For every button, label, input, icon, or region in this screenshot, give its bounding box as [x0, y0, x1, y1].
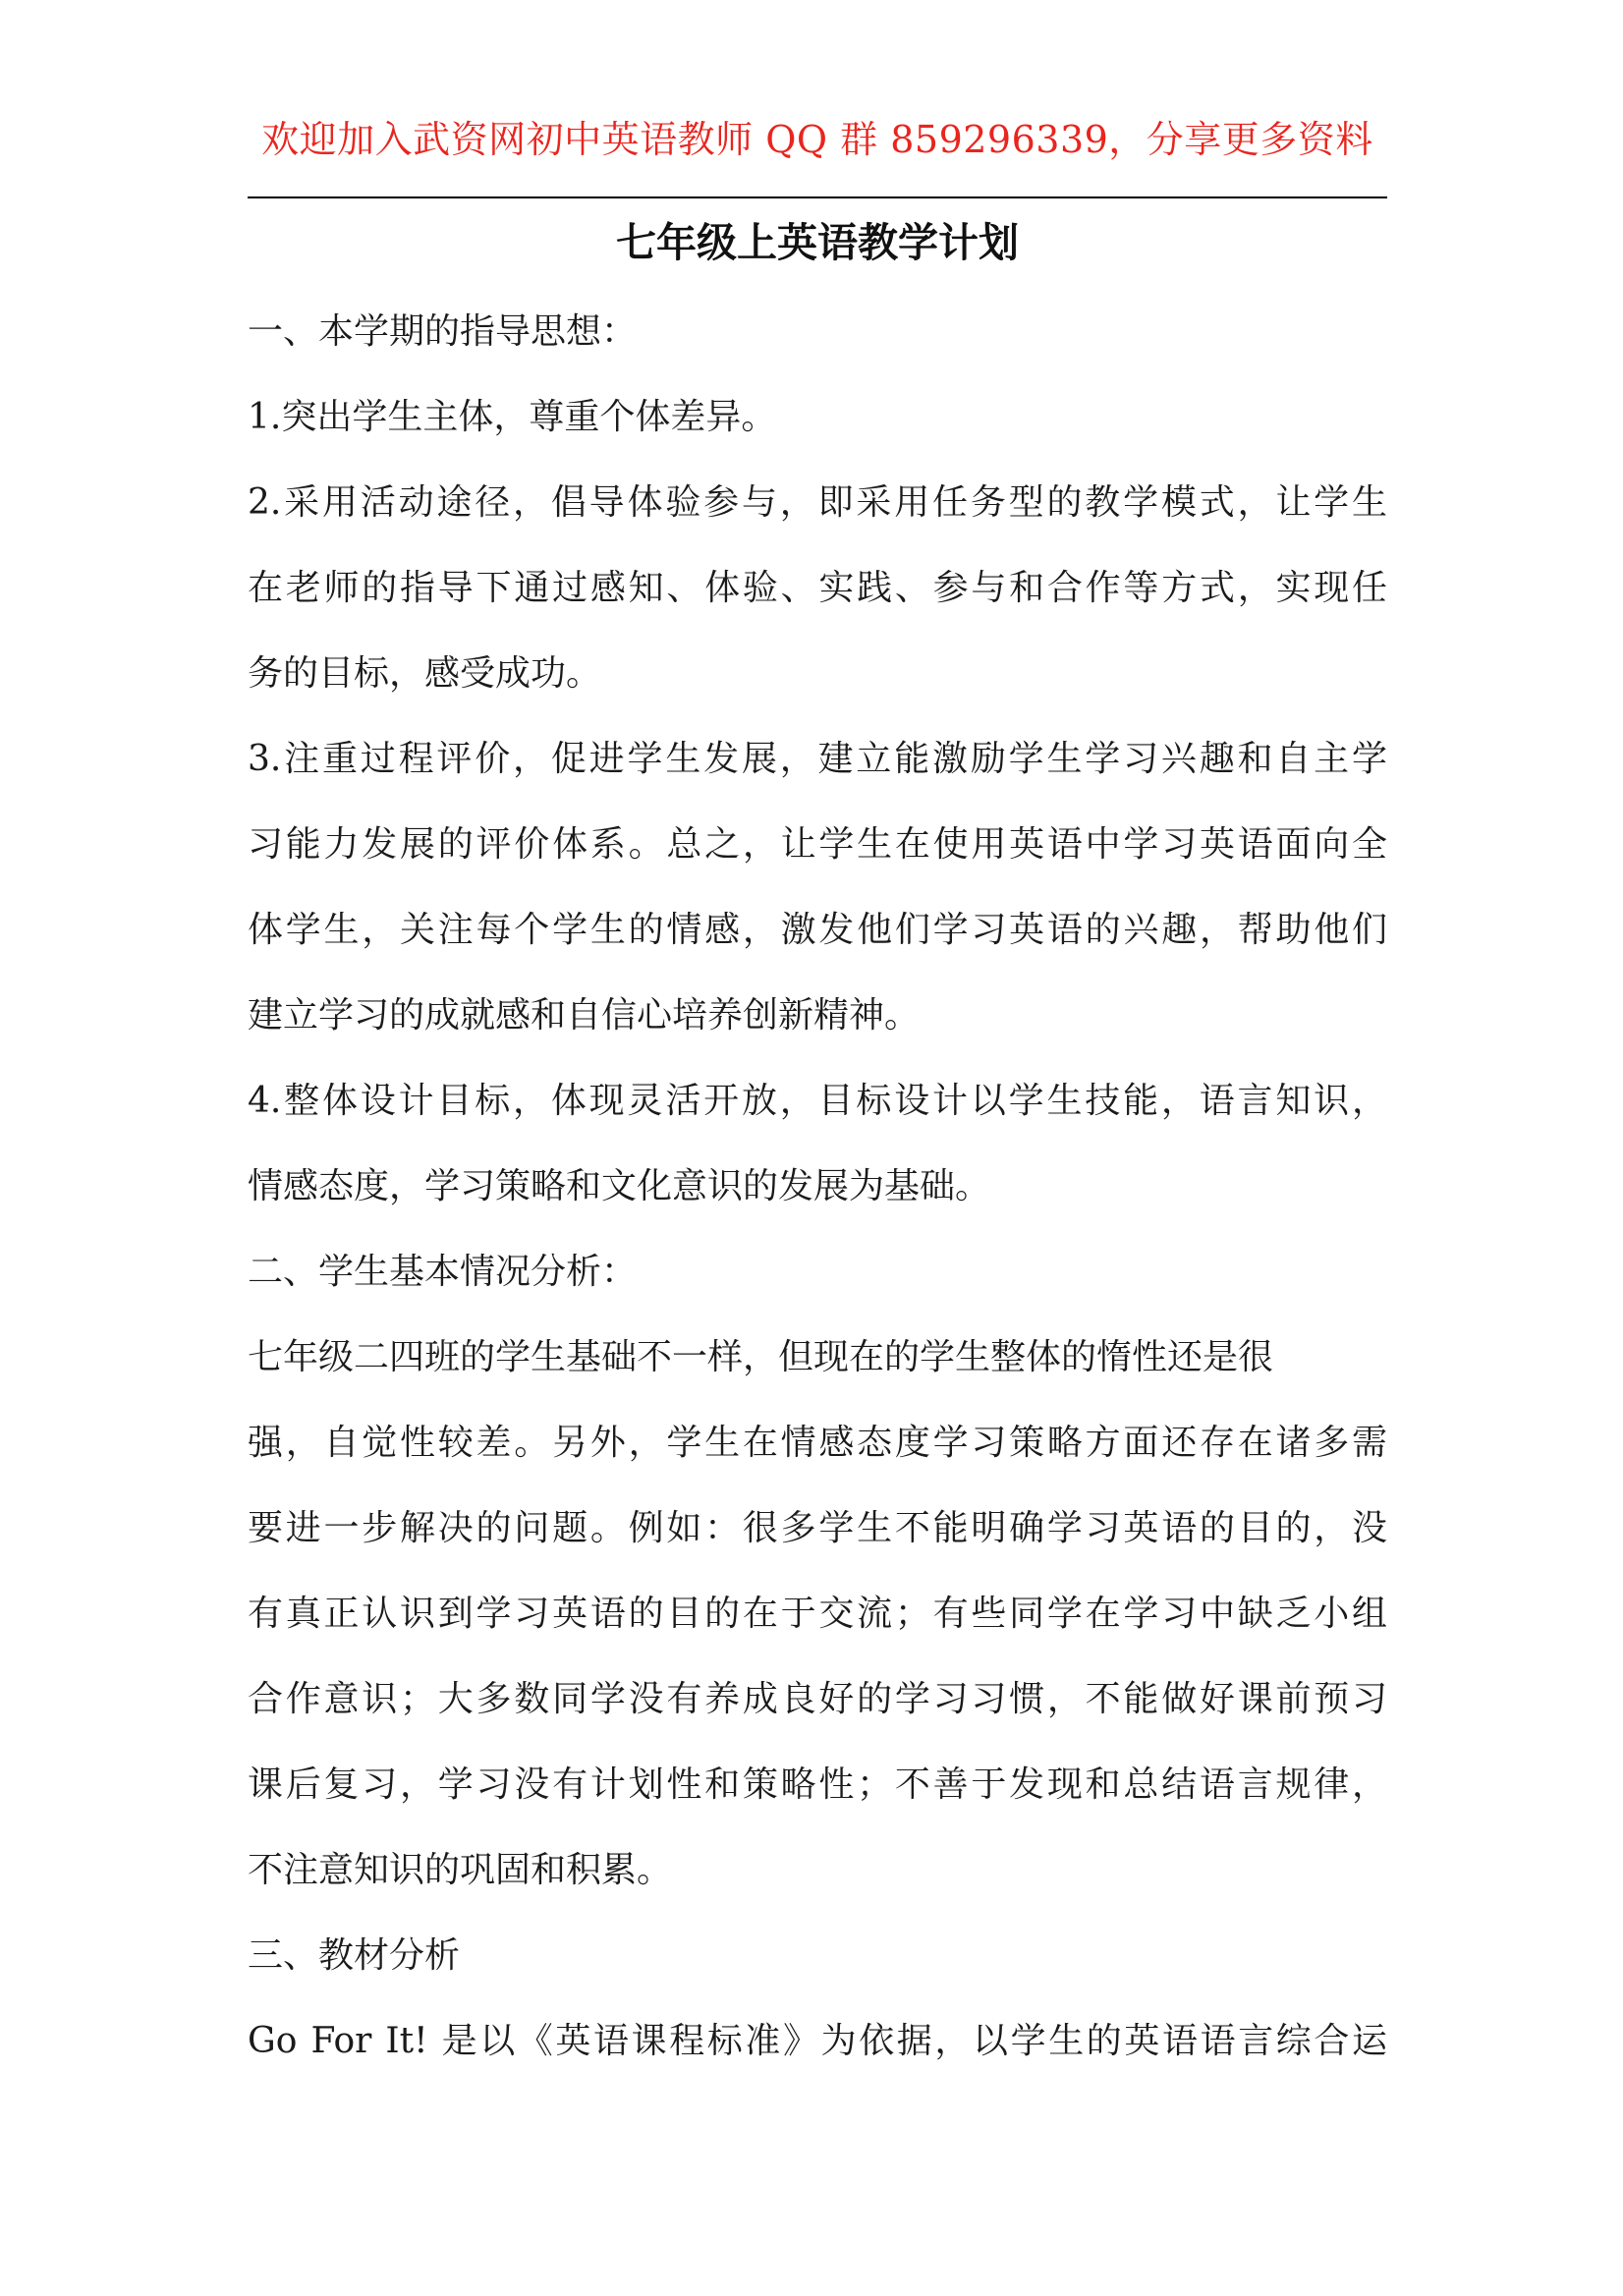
text-line: 课后复习，学习没有计划性和策略性；不善于发现和总结语言规律，: [248, 1764, 1387, 1805]
text-line: 不注意知识的巩固和积累。: [248, 1850, 673, 1890]
text-line: 合作意识；大多数同学没有养成良好的学习习惯，不能做好课前预习: [248, 1679, 1387, 1719]
text-line: 有真正认识到学习英语的目的在于交流；有些同学在学习中缺乏小组: [248, 1594, 1387, 1634]
text-line: 习能力发展的评价体系。总之，让学生在使用英语中学习英语面向全: [248, 824, 1387, 865]
text-line: 建立学习的成就感和自信心培养创新精神。: [248, 995, 921, 1036]
text-line: 一、本学期的指导思想：: [248, 311, 638, 352]
text-line: 1.突出学生主体，尊重个体差异。: [248, 397, 777, 437]
header-promo-note: 欢迎加入武资网初中英语教师 QQ 群 859296339，分享更多资料: [261, 118, 1373, 161]
text-line: 七年级二四班的学生基础不一样，但现在的学生整体的惰性还是很: [248, 1337, 1274, 1377]
text-line: 三、教材分析: [248, 1935, 461, 1976]
text-line: 体学生，关注每个学生的情感，激发他们学习英语的兴趣，帮助他们: [248, 910, 1387, 950]
text-line: Go For It! 是以《英语课程标准》为依据，以学生的英语语言综合运: [248, 2021, 1387, 2061]
document-title: 七年级上英语教学计划: [616, 219, 1019, 266]
text-line: 2.采用活动途径，倡导体验参与，即采用任务型的教学模式，让学生: [248, 482, 1387, 523]
text-line: 要进一步解决的问题。例如：很多学生不能明确学习英语的目的，没: [248, 1508, 1387, 1548]
text-line: 在老师的指导下通过感知、体验、实践、参与和合作等方式，实现任: [248, 568, 1387, 608]
text-line: 情感态度，学习策略和文化意识的发展为基础。: [248, 1166, 991, 1206]
text-line: 二、学生基本情况分析：: [248, 1252, 638, 1292]
text-line: 3.注重过程评价，促进学生发展，建立能激励学生学习兴趣和自主学: [248, 739, 1387, 779]
document-body: [248, 298, 1387, 2093]
text-line: 务的目标，感受成功。: [248, 653, 602, 694]
text-line: 4.整体设计目标，体现灵活开放，目标设计以学生技能，语言知识，: [248, 1081, 1387, 1121]
header-divider: [248, 196, 1387, 198]
text-line: 强，自觉性较差。另外，学生在情感态度学习策略方面还存在诸多需: [248, 1423, 1387, 1463]
